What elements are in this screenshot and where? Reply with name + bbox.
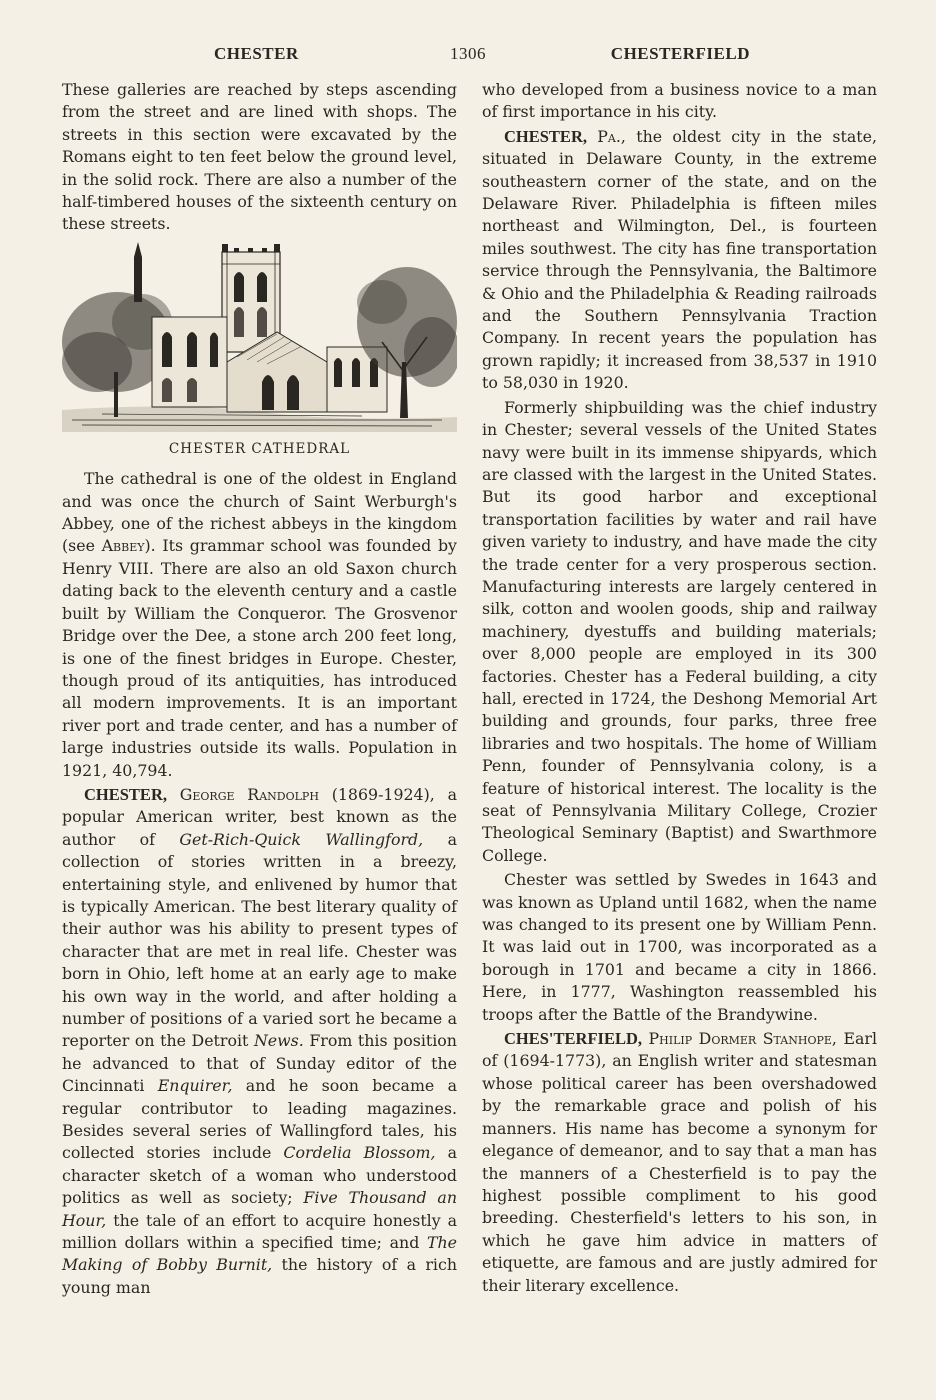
entry-chester-pa — [482, 126, 877, 395]
headword: CHESTER, — [504, 126, 587, 146]
headword: CHES'TERFIELD, — [504, 1029, 642, 1049]
left-column — [62, 79, 457, 1299]
header-left-guideword: CHESTER — [214, 44, 299, 63]
text-segment: the oldest city in the state, situated in Delaware County, in the extreme southeastern corner of the state, and on the Delaware River. Philadelphia is fifteen miles northeast and Wilmington, Del., is fourteen miles southwest. The city has fine transportation service through the Pennsylvania, the Baltimore & Ohio and the Philadelphia & Reading railroads and the Southern Pennsylvania Traction Company. In recent years the population has grown rapidly; it increased from 38,537 in 1910 to 58,030 in 1920. — [482, 126, 877, 393]
chester-cathedral-illustration — [62, 242, 457, 460]
book-title: The Making of Bobby Burnit, — [62, 1233, 457, 1275]
header-right-guideword: CHESTERFIELD — [610, 44, 750, 63]
book-title: Five Thousand an Hour, — [62, 1188, 457, 1230]
text-segment: Earl of (1694-1773), an English writer and statesman whose political career has been overshadowed by the remarkable grace and polish of his manners. His name has become a synonym for elegance of demeanor, and to say that a man has the manners of a Chesterfield is to pay the highest possible compliment to his good breeding. Chesterfield's letters to his son, in which he gave him advice in matters of etiquette, are famous and are justly admired for their literary excellence. — [482, 1029, 877, 1295]
paragraph-continuation: who developed from a business novice to a man of first importance in his city. — [482, 80, 877, 122]
text-segment: the tale of an effort to acquire honestly a million dollars within a specified time; and — [62, 1210, 457, 1253]
running-header — [62, 44, 874, 66]
text-segment: and he soon became a regular contributor to leading magazines. Besides several series of Wallingford tales, his collected stories include — [62, 1076, 457, 1163]
entry-state: Pa., — [597, 126, 626, 146]
paragraph-history: Chester was settled by Swedes in 1643 and was known as Upland until 1682, when the name was changed to its present one by William Penn. It was laid out in 1700, was incorporated as a borough in 1701 and became a city in 1866. Here, in 1777, Washington reassembled his troops after the Battle of the Brandywine. — [482, 870, 877, 1024]
paragraph-industry: Formerly shipbuilding was the chief industry in Chester; several vessels of the United States navy were built in its immense shipyards, which are classed with the largest in the United States. But its good harbor and exceptional transportation facilities by water and rail have given variety to industry, and have made the city the trade center for a very prosperous section. Manufacturing interests are largely centered in silk, cotton and woolen goods, ship and railway machinery, dyestuffs and building materials; over 8,000 people are employed in its 300 factories. Chester has a Federal building, a city hall, erected in 1724, the Deshong Memorial Art building and grounds, four parks, three free libraries and two hospitals. The home of William Penn, founder of Pennsylvania colony, is a feature of historical interest. The locality is the seat of Pennsylvania Military College, Crozier Theological Seminary (Baptist) and Swarthmore College. — [482, 397, 877, 865]
text-segment: a character sketch of a woman who understood politics as well as society; — [62, 1143, 457, 1208]
text-segment: (1869-1924), a popular American writer, best known as the author of — [62, 784, 457, 849]
text-segment: From this position he advanced to that of Sunday editor of the Cincinnati — [62, 1031, 457, 1096]
figure-caption: CHESTER CATHEDRAL — [168, 440, 351, 457]
entry-chesterfield — [482, 1028, 877, 1297]
cross-reference-abbey: Abbey — [101, 536, 145, 556]
headword: CHESTER, — [84, 784, 167, 804]
page-number: 1306 — [450, 44, 486, 63]
paragraph-galleries: These galleries are reached by steps ascending from the street and are lined with shops. The streets in this section were excavated by the Romans eight to ten feet below the ground level, in the solid rock. There are also a number of the half-timbered houses of the sixteenth century on these streets. — [62, 80, 457, 234]
paragraph-cathedral — [62, 468, 457, 782]
book-title: Get-Rich-Quick Wallingford, — [179, 829, 424, 849]
entry-name: George Randolph — [179, 784, 319, 804]
right-column — [482, 79, 877, 1297]
text-segment: a collection of stories written in a breezy, entertaining style, and enlivened by humor that is typically American. The best literary quality of their author was his ability to present types of character that are met in real life. Chester was born in Ohio, left home at an early age to make his own way in the world, and after holding a number of positions of a varied sort he became a reporter on the Detroit — [62, 829, 457, 1051]
book-title: Cordelia Blossom, — [283, 1143, 436, 1163]
cathedral-engraving-image — [62, 242, 457, 432]
text-segment: ). Its grammar school was founded by Henry VIII. There are also an old Saxon church dating back to the eleventh century and a castle built by William the Conqueror. The Grosvenor Bridge over the Dee, a stone arch 200 feet long, is one of the finest bridges in Europe. Chester, though proud of its antiquities, has introduced all modern improvements. It is an important river port and trade center, and has a number of large industries outside its walls. Population in 1921, 40,794. — [62, 536, 457, 780]
entry-name: Philip Dormer Stanhope, — [648, 1029, 837, 1049]
text-segment: The cathedral is one of the oldest in England and was once the church of Saint Werburgh's Abbey, one of the richest abbeys in the kingdom (see — [62, 469, 457, 556]
text-segment: the history of a rich young man — [62, 1255, 457, 1297]
entry-chester-george-randolph — [62, 784, 457, 1299]
newspaper-title: Enquirer, — [157, 1076, 233, 1096]
newspaper-title: News. — [253, 1031, 304, 1051]
